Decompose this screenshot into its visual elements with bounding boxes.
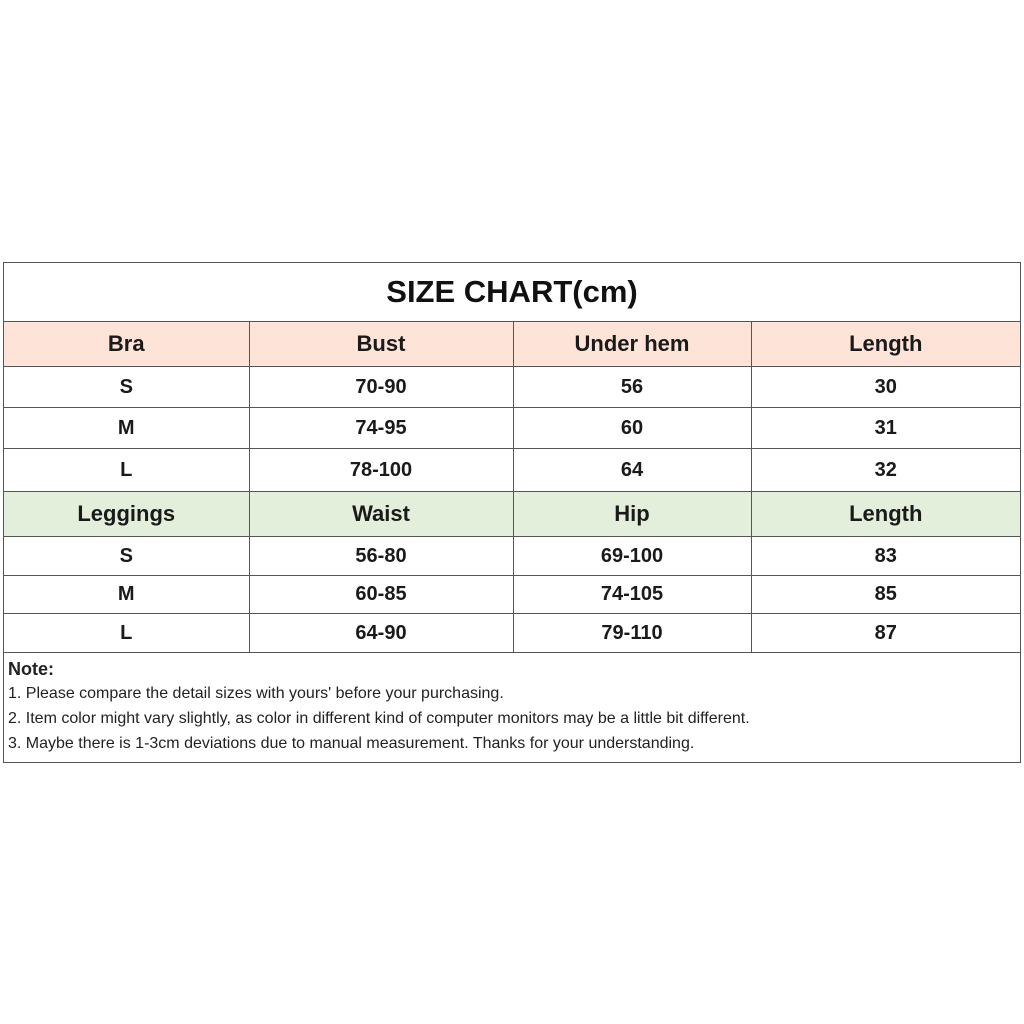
- notes-section: [4, 653, 1020, 762]
- length-cell: 85: [751, 576, 1020, 614]
- size-chart: [3, 262, 1021, 763]
- bra-header-label: Bra: [4, 322, 249, 367]
- size-cell: M: [4, 408, 249, 449]
- length-cell: 30: [751, 367, 1020, 408]
- leggings-header-hip: Hip: [513, 492, 751, 537]
- size-cell: L: [4, 449, 249, 492]
- size-cell: S: [4, 537, 249, 576]
- bust-cell: 78-100: [249, 449, 513, 492]
- length-cell: 87: [751, 614, 1020, 653]
- bra-header-length: Length: [751, 322, 1020, 367]
- bra-header-row: [4, 322, 1020, 367]
- waist-cell: 64-90: [249, 614, 513, 653]
- note-line: 3. Maybe there is 1-3cm deviations due to manual measurement. Thanks for your understanding.: [8, 735, 695, 752]
- bust-cell: 74-95: [249, 408, 513, 449]
- bra-header-bust: Bust: [249, 322, 513, 367]
- bra-row-m: [4, 408, 1020, 449]
- leggings-header-row: [4, 492, 1020, 537]
- under-hem-cell: 60: [513, 408, 751, 449]
- leggings-row-l: [4, 614, 1020, 653]
- under-hem-cell: 56: [513, 367, 751, 408]
- note-line: 2. Item color might vary slightly, as color in different kind of computer monitors may be a little bit different.: [8, 710, 750, 727]
- size-cell: S: [4, 367, 249, 408]
- size-cell: M: [4, 576, 249, 614]
- waist-cell: 56-80: [249, 537, 513, 576]
- waist-cell: 60-85: [249, 576, 513, 614]
- bra-header-under-hem: Under hem: [513, 322, 751, 367]
- under-hem-cell: 64: [513, 449, 751, 492]
- chart-title: SIZE CHART(cm): [4, 263, 1020, 322]
- bust-cell: 70-90: [249, 367, 513, 408]
- note-line: 1. Please compare the detail sizes with yours' before your purchasing.: [8, 685, 504, 702]
- leggings-row-m: [4, 576, 1020, 614]
- hip-cell: 69-100: [513, 537, 751, 576]
- length-cell: 31: [751, 408, 1020, 449]
- length-cell: 83: [751, 537, 1020, 576]
- bra-row-s: [4, 367, 1020, 408]
- notes-heading: Note:: [8, 659, 54, 679]
- leggings-header-waist: Waist: [249, 492, 513, 537]
- leggings-header-label: Leggings: [4, 492, 249, 537]
- size-table: [4, 322, 1020, 653]
- hip-cell: 74-105: [513, 576, 751, 614]
- size-cell: L: [4, 614, 249, 653]
- bra-row-l: [4, 449, 1020, 492]
- leggings-header-length: Length: [751, 492, 1020, 537]
- length-cell: 32: [751, 449, 1020, 492]
- leggings-row-s: [4, 537, 1020, 576]
- hip-cell: 79-110: [513, 614, 751, 653]
